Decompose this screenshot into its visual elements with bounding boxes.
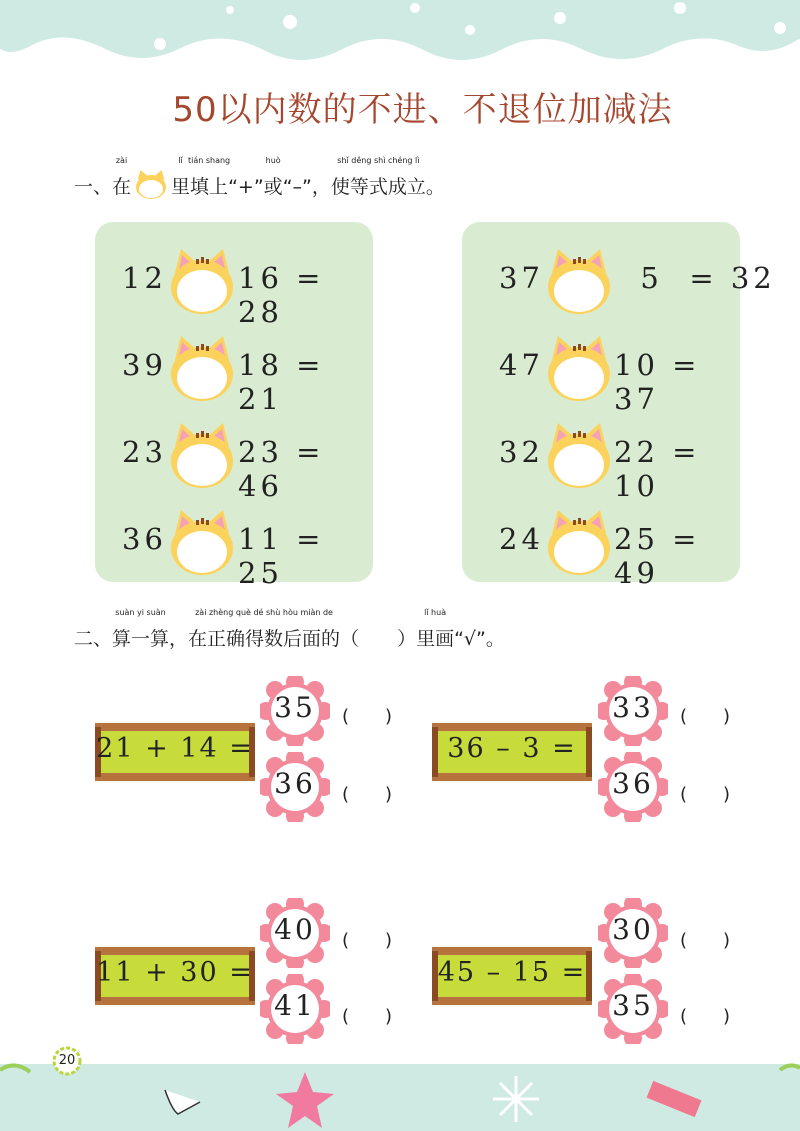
equation-row (462, 423, 740, 503)
answer-checkbox[interactable]: ( ) (680, 930, 731, 951)
cat-operator-blank[interactable] (167, 332, 237, 402)
answer-option: 36 (598, 752, 668, 822)
answer-option: 35 (260, 676, 330, 746)
answer-checkbox[interactable]: ( ) (342, 1006, 393, 1027)
equation-row (95, 249, 373, 329)
answer-option: 36 (260, 752, 330, 822)
operand-a: 37 (499, 261, 544, 295)
answer-option: 35 (598, 974, 668, 1044)
operand-a: 24 (499, 522, 544, 556)
answer-option: 41 (260, 974, 330, 1044)
operand-b-result: 5 = 32 (614, 261, 776, 295)
operand-a: 32 (499, 435, 544, 469)
answer-checkbox[interactable]: ( ) (342, 930, 393, 951)
operand-b-result: 10 = 37 (614, 348, 701, 416)
operand-b-result: 11 = 25 (238, 522, 325, 590)
left-equation-panel (95, 222, 373, 590)
answer-option: 33 (598, 676, 668, 746)
expression-plaque-text: 45 – 15 = (437, 957, 587, 988)
operand-b-result: 23 = 46 (238, 435, 325, 503)
equation-row (95, 336, 373, 416)
bottom-decorative-band (0, 1050, 800, 1131)
answer-checkbox[interactable]: ( ) (680, 784, 731, 805)
right-equation-panel (462, 222, 776, 590)
cat-operator-blank[interactable] (167, 506, 237, 576)
equation-row (462, 510, 740, 590)
page-number: 20 (58, 1053, 76, 1068)
page-title: 50以内数的不进、不退位加减法 (172, 90, 673, 130)
operand-a: 23 (122, 435, 167, 469)
equation-row (462, 336, 740, 416)
answer-checkbox[interactable]: ( ) (680, 706, 731, 727)
equation-row (462, 249, 776, 309)
top-decorative-band (0, 0, 800, 90)
operand-b-result: 16 = 28 (238, 261, 325, 329)
expression-plaque-text: 36 – 3 = (447, 733, 577, 764)
operand-a: 12 (122, 261, 167, 295)
operand-b-result: 25 = 49 (614, 522, 701, 590)
cat-operator-blank[interactable] (167, 419, 237, 489)
page-number-badge (52, 1046, 82, 1076)
cat-operator-blank[interactable] (167, 245, 237, 315)
section2-instruction: 二、 suàn yi suàn 算一算， zài zhèng què dé shù hòu miàn de 在正确得数后面的（ ） lǐ huà 里画“√”。 (74, 608, 505, 650)
operand-b-result: 18 = 21 (238, 348, 325, 416)
answer-checkbox[interactable]: ( ) (342, 784, 393, 805)
cat-operator-blank[interactable] (544, 245, 614, 315)
operand-a: 39 (122, 348, 167, 382)
equation-row (95, 510, 373, 590)
operand-b-result: 22 = 10 (614, 435, 701, 503)
equation-row (95, 423, 373, 503)
cat-operator-blank[interactable] (544, 506, 614, 576)
expression-plaque-text: 11 + 30 = (96, 957, 254, 988)
cat-operator-blank[interactable] (544, 332, 614, 402)
operand-a: 47 (499, 348, 544, 382)
answer-checkbox[interactable]: ( ) (342, 706, 393, 727)
expression-plaque-text: 21 + 14 = (96, 733, 254, 764)
answer-checkbox[interactable]: ( ) (680, 1006, 731, 1027)
answer-option: 40 (260, 898, 330, 968)
cat-operator-blank[interactable] (544, 419, 614, 489)
section1-instruction: 一、 zài 在 lǐ 里 tián shang 填上“+” huò 或“–”， shǐ děng shì chéng lì 使等式成立。 (74, 156, 445, 198)
cat-face-icon (133, 169, 169, 199)
operand-a: 36 (122, 522, 167, 556)
answer-option: 30 (598, 898, 668, 968)
